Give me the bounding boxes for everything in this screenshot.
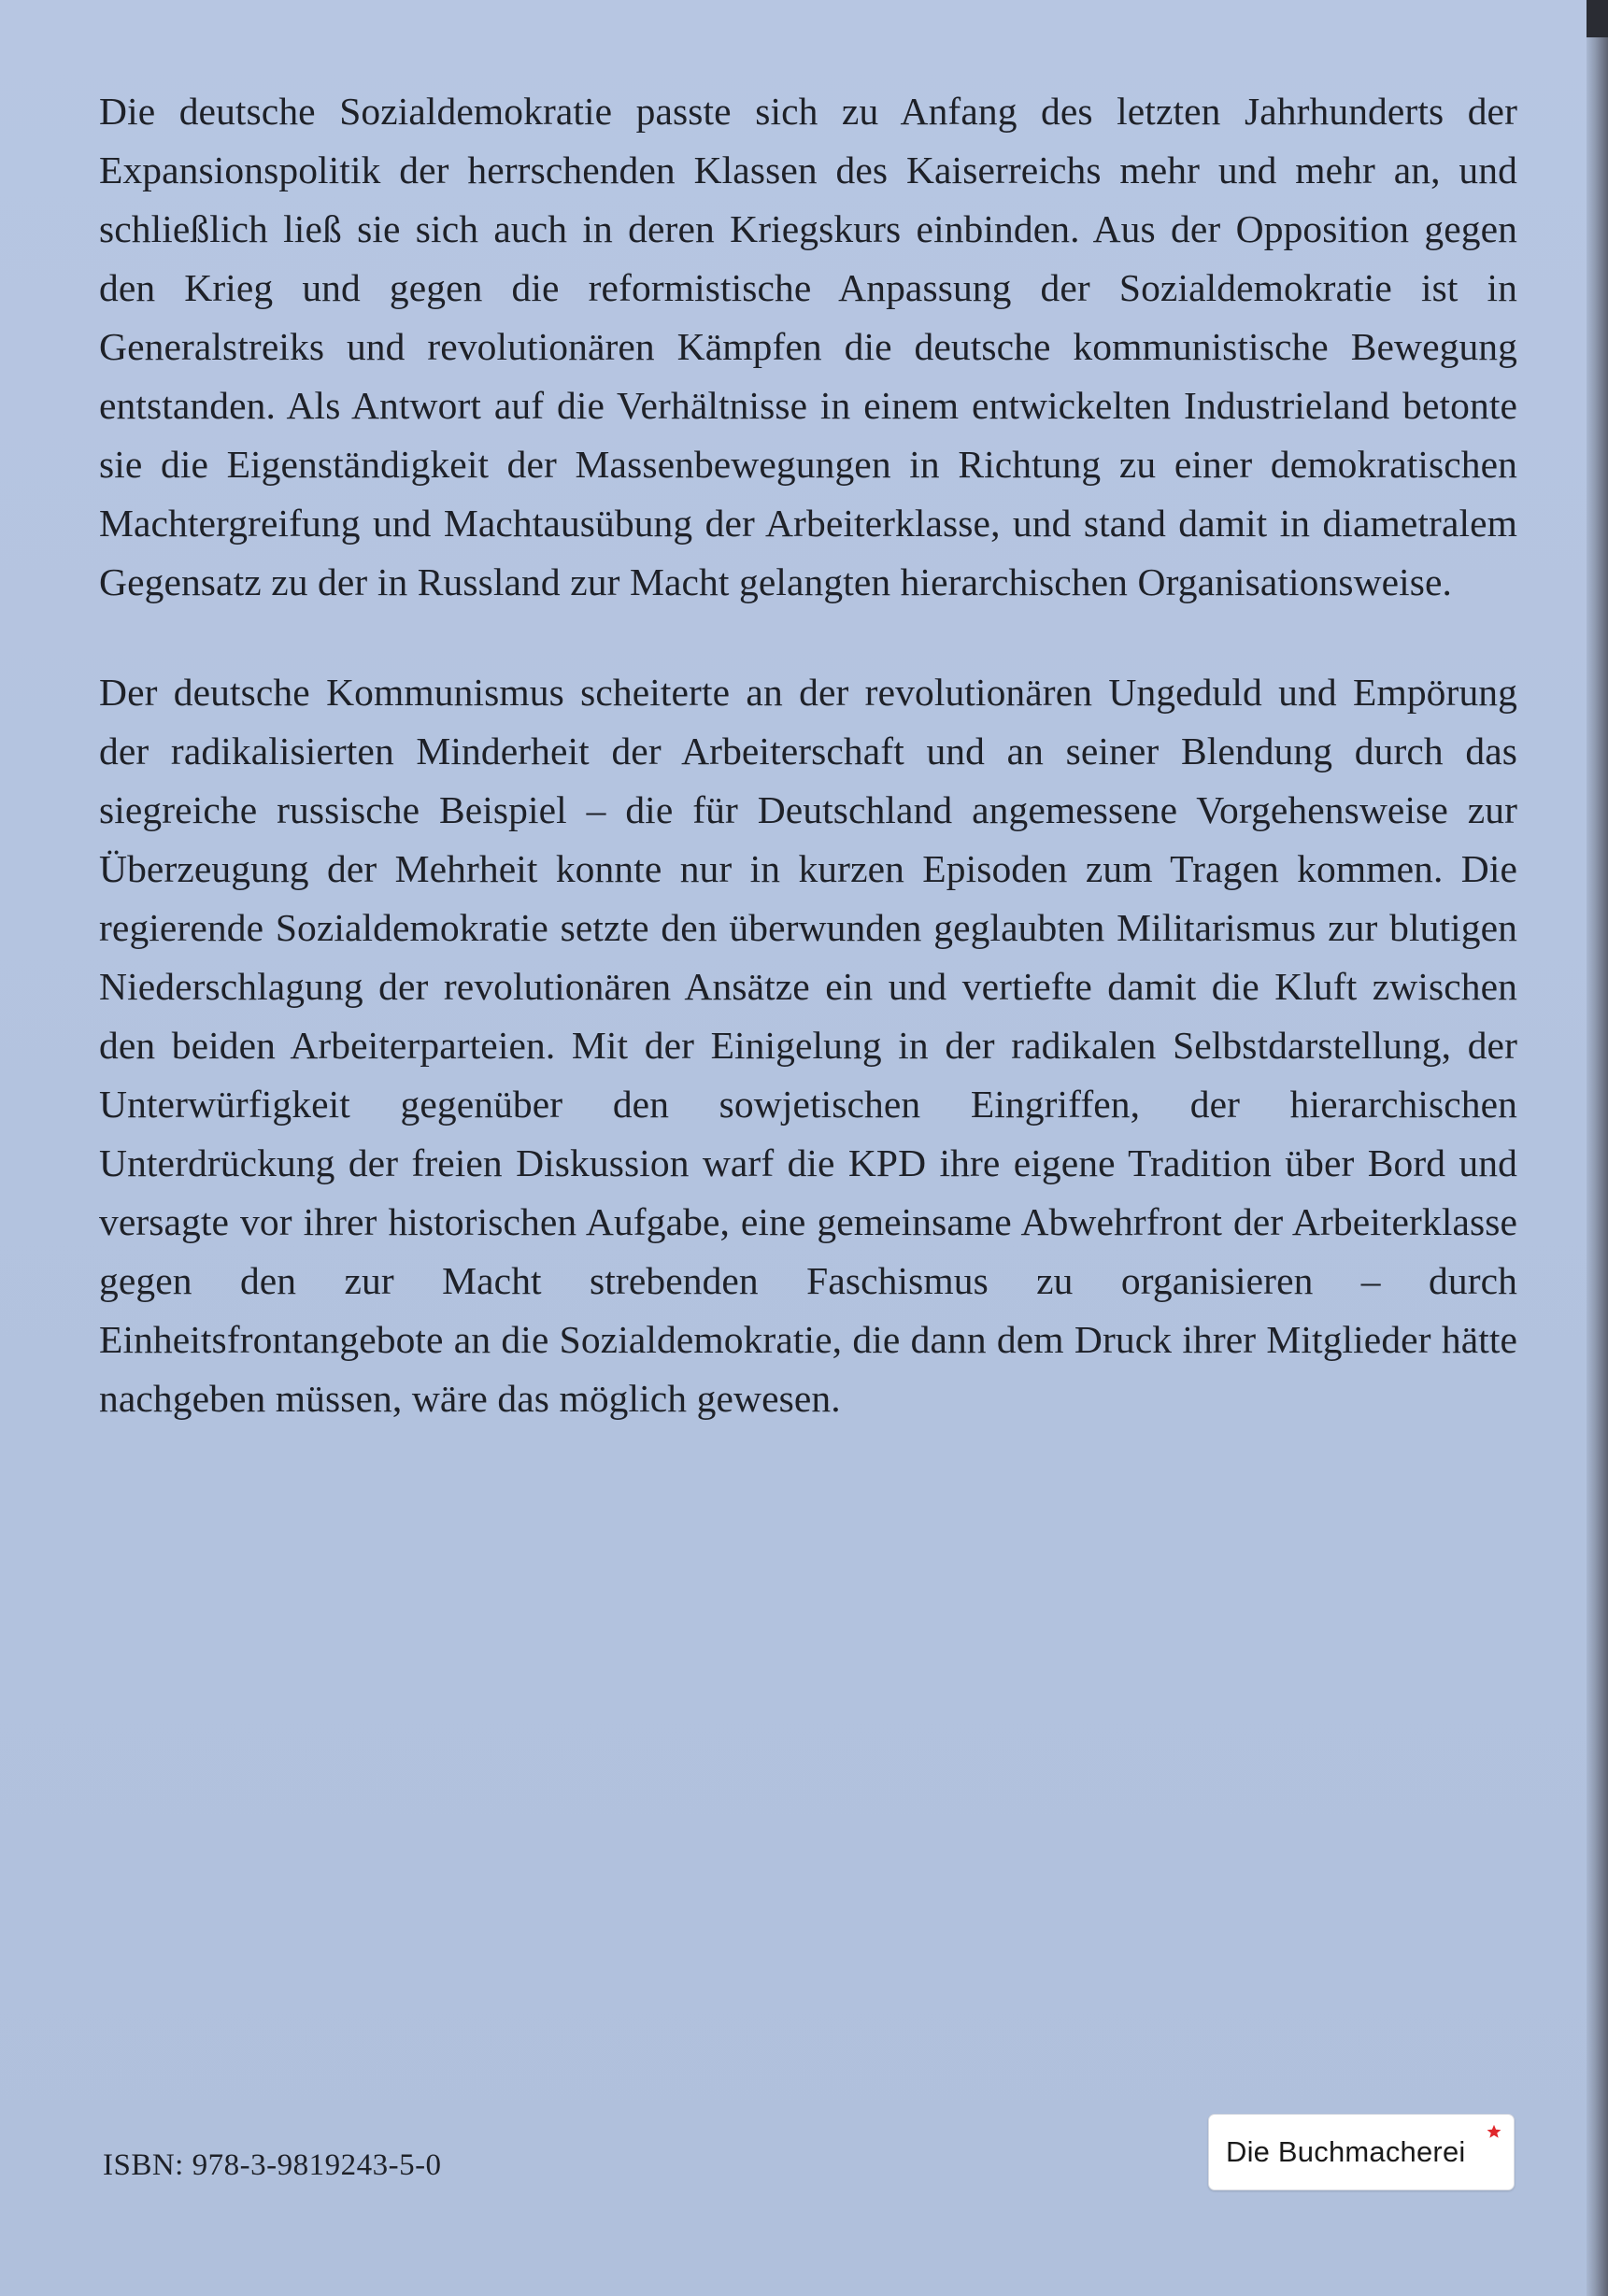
blurb-paragraph-2: Der deutsche Kommunismus scheiterte an der revolutionären Ungeduld und Empörung der radikalisierten Minderheit der Arbeiterschaft und an seiner Blendung durch das siegreiche russische Beispiel – die für Deutschland angemessene Vorgehensweise zur Überzeugung der Mehrheit konnte nur in kurzen Episoden zum Tragen kommen. Die regierende Sozialdemokratie setzte den überwunden geglaubten Militarismus zur blutigen Niederschlagung der revolutionären Ansätze ein und vertiefte damit die Kluft zwischen den beiden Arbeiterparteien. Mit der Einigelung in der radikalen Selbstdarstellung, der Unterwürfigkeit gegenüber den sowjetischen Eingriffen, der hierarchischen Unterdrückung der freien Diskussion warf die KPD ihre eigene Tradition über Bord und versagte vor ihrer historischen Aufgabe, eine gemeinsame Abwehrfront der Arbeiterklasse gegen den zur Macht strebenden Faschismus zu organisieren – durch Einheitsfrontangebote an die Sozialdemokratie, die dann dem Druck ihrer Mitglieder hätte nachgeben müssen, wäre das möglich gewesen. (99, 671, 1517, 1420)
book-corner-shadow (1587, 0, 1608, 37)
blurb-paragraph-1: Die deutsche Sozialdemokratie passte sich zu Anfang des letzten Jahrhunderts der Expansionspolitik der herrschenden Klassen des Kaiserreichs mehr und mehr an, und schließlich ließ sie sich auch in deren Kriegskurs einbinden. Aus der Opposition gegen den Krieg und gegen die reformistische Anpassung der Sozialdemokratie ist in Generalstreiks und revolutionären Kämpfen die deutsche kommunistische Bewegung entstanden. Als Antwort auf die Verhältnisse in einem entwickelten Industrieland betonte sie die Eigenständigkeit der Massenbewegungen in Richtung zu einer demokratischen Machtergreifung und Machtausübung der Arbeiterklasse, und stand damit in diametralem Gegensatz zu der in Russland zur Macht gelangten hierarchischen Organisationsweise. (99, 90, 1517, 603)
publisher-logo (1208, 2114, 1515, 2190)
publisher-name: Die Buchmacherei (1226, 2135, 1466, 2168)
book-spine-edge (1587, 0, 1608, 2296)
isbn-number: ISBN: 978-3-9819243-5-0 (103, 2148, 442, 2182)
blurb-text (99, 82, 1517, 1428)
red-star-icon (1487, 2124, 1501, 2139)
